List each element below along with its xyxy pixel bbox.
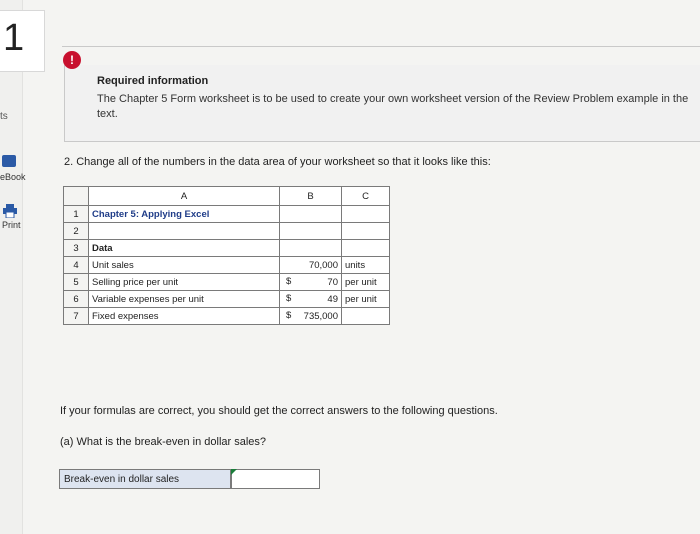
column-header-b: B xyxy=(280,187,342,206)
cell-c3 xyxy=(342,240,390,257)
cell-b2 xyxy=(280,223,342,240)
info-text: The Chapter 5 Form worksheet is to be used to create your own worksheet version of the Review Problem example in the text. xyxy=(97,93,689,120)
table-row xyxy=(64,223,390,240)
column-header-c: C xyxy=(342,187,390,206)
info-heading: Required information xyxy=(97,75,209,87)
row-number: 5 xyxy=(64,274,89,291)
answer-cell-marker xyxy=(231,469,237,475)
cell-c4: units xyxy=(342,257,390,274)
table-row xyxy=(64,274,390,291)
table-row xyxy=(64,257,390,274)
cell-c7 xyxy=(342,308,390,325)
ebook-link[interactable]: eBook xyxy=(0,172,26,182)
cell-b4 xyxy=(280,257,342,274)
formula-note: If your formulas are correct, you should get the correct answers to the following questions. xyxy=(60,405,498,417)
cell-b5 xyxy=(280,274,342,291)
cell-a1: Chapter 5: Applying Excel xyxy=(89,206,280,223)
table-row xyxy=(64,291,390,308)
cell-c1 xyxy=(342,206,390,223)
dollar-sign: $ xyxy=(286,293,292,304)
cell-c5: per unit xyxy=(342,274,390,291)
dollar-sign: $ xyxy=(286,310,292,321)
subquestion-a: (a) What is the break-even in dollar sales? xyxy=(60,436,267,448)
left-rail xyxy=(0,0,23,534)
row-number: 7 xyxy=(64,308,89,325)
table-row xyxy=(64,240,390,257)
question-prompt: 2. Change all of the numbers in the data area of your worksheet so that it looks like this: xyxy=(64,156,491,168)
cell-a5: Selling price per unit xyxy=(89,274,280,291)
question-number: 1 xyxy=(3,17,25,59)
cell-c2 xyxy=(342,223,390,240)
cell-b6-value: 49 xyxy=(327,293,338,305)
column-header-a: A xyxy=(89,187,280,206)
row-number: 2 xyxy=(64,223,89,240)
table-row xyxy=(64,308,390,325)
row-number: 6 xyxy=(64,291,89,308)
row-number: 4 xyxy=(64,257,89,274)
cell-b4-value: 70,000 xyxy=(308,259,338,271)
print-icon[interactable] xyxy=(3,204,17,218)
cell-a6: Variable expenses per unit xyxy=(89,291,280,308)
cell-b6 xyxy=(280,291,342,308)
cell-b3 xyxy=(280,240,342,257)
alert-icon: ! xyxy=(63,51,81,69)
divider xyxy=(62,46,700,47)
corner-cell xyxy=(64,187,89,206)
cell-b1 xyxy=(280,206,342,223)
answer-label: Break-even in dollar sales xyxy=(59,469,231,489)
cell-a3: Data xyxy=(89,240,280,257)
break-even-dollar-sales-input[interactable] xyxy=(231,469,320,489)
print-link[interactable]: Print xyxy=(2,220,21,230)
cell-a2 xyxy=(89,223,280,240)
row-number: 3 xyxy=(64,240,89,257)
cell-a4: Unit sales xyxy=(89,257,280,274)
points-label: ts xyxy=(0,111,8,122)
cell-b7-value: 735,000 xyxy=(303,310,338,322)
cell-c6: per unit xyxy=(342,291,390,308)
cell-b7 xyxy=(280,308,342,325)
cell-a7: Fixed expenses xyxy=(89,308,280,325)
row-number: 1 xyxy=(64,206,89,223)
table-row xyxy=(64,206,390,223)
cell-b5-value: 70 xyxy=(327,276,338,288)
ebook-icon[interactable] xyxy=(2,155,16,167)
dollar-sign: $ xyxy=(286,276,292,287)
worksheet-table xyxy=(63,186,390,325)
